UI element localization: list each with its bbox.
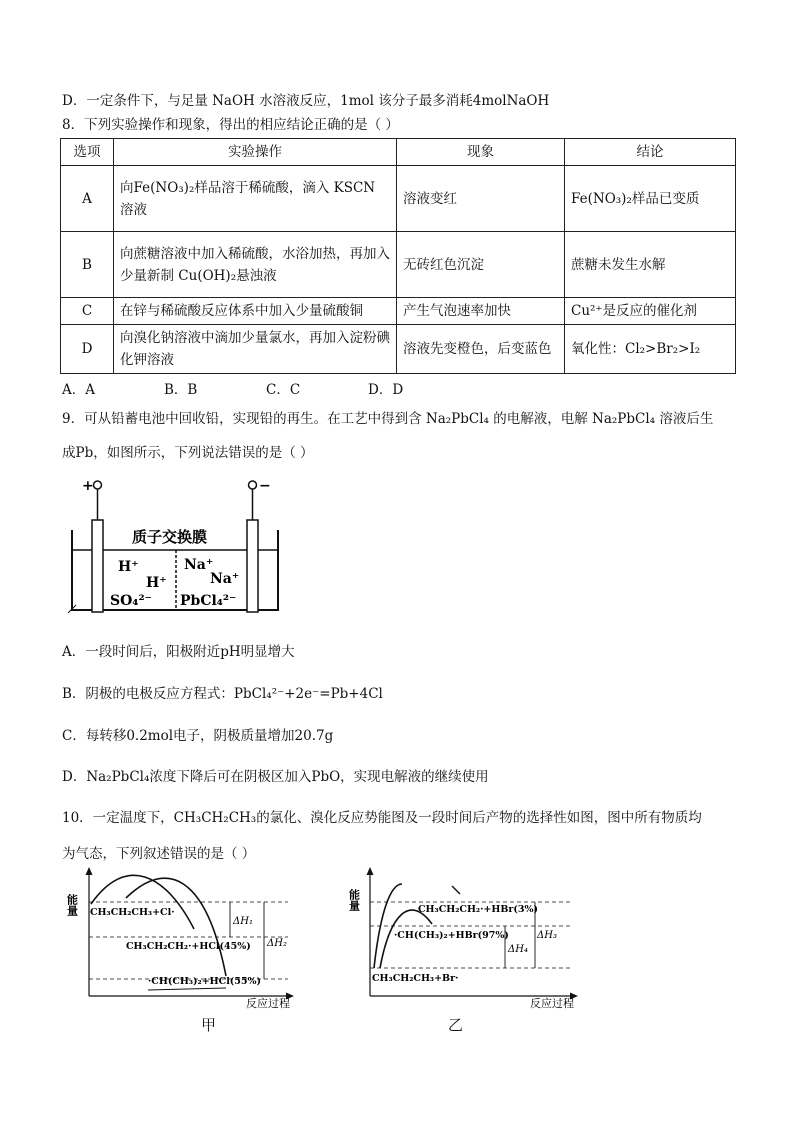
product2-label: ·CH(CH₃)₂+HCl(55%) bbox=[148, 976, 262, 987]
q8-table bbox=[60, 138, 736, 374]
anode-electrode bbox=[92, 520, 103, 612]
row-conclusion: 蔗糖未发生水解 bbox=[565, 232, 736, 298]
row-option: A bbox=[61, 166, 114, 232]
q9-option-b: B．阴极的电极反应方程式：PbCl₄²⁻+2e⁻=Pb+4Cl bbox=[62, 686, 383, 702]
row-phenomenon: 溶液变红 bbox=[397, 166, 565, 232]
ion-so4: SO₄²⁻ bbox=[110, 593, 152, 609]
electrolysis-cell-figure bbox=[60, 475, 290, 625]
cathode-electrode bbox=[247, 520, 258, 612]
row-phenomenon: 无砖红色沉淀 bbox=[397, 232, 565, 298]
reactant-label: CH₃CH₂CH₃+Cl· bbox=[90, 907, 175, 918]
table-row bbox=[61, 166, 736, 232]
ion-na1: Na⁺ bbox=[184, 557, 214, 573]
q9-stem-line2: 成Pb，如图所示，下列说法错误的是（ ） bbox=[62, 445, 314, 461]
table-row bbox=[61, 325, 736, 374]
header-option: 选项 bbox=[61, 139, 114, 166]
row-operation: 在锌与稀硫酸反应体系中加入少量硫酸铜 bbox=[114, 298, 397, 325]
row-conclusion: 氧化性：Cl₂>Br₂>I₂ bbox=[565, 325, 736, 374]
header-conclusion: 结论 bbox=[565, 139, 736, 166]
table-row bbox=[61, 232, 736, 298]
choice-b[interactable]: B．B bbox=[164, 382, 198, 398]
ion-pbcl4: PbCl₄²⁻ bbox=[180, 593, 237, 609]
ion-h2: H⁺ bbox=[146, 575, 167, 591]
x-axis-label: 反应过程 bbox=[246, 997, 290, 1010]
row-option: B bbox=[61, 232, 114, 298]
q10-stem-line2: 为气态，下列叙述错误的是（ ） bbox=[62, 846, 256, 862]
row-conclusion: Fe(NO₃)₂样品已变质 bbox=[565, 166, 736, 232]
row-phenomenon: 产生气泡速率加快 bbox=[397, 298, 565, 325]
energy-curve-2 bbox=[126, 878, 226, 976]
q9-option-d: D．Na₂PbCl₄浓度下降后可在阴极区加入PbO，实现电解液的继续使用 bbox=[62, 769, 489, 785]
choice-c[interactable]: C．C bbox=[266, 382, 301, 398]
dh4-label: ΔH₄ bbox=[508, 944, 528, 955]
table-row bbox=[61, 298, 736, 325]
choice-d[interactable]: D．D bbox=[368, 382, 404, 398]
energy-diagram-jia bbox=[66, 864, 306, 1009]
x-axis-label: 反应过程 bbox=[530, 997, 574, 1010]
dh3-label: ΔH₃ bbox=[537, 930, 557, 941]
dh1-label: ΔH₁ bbox=[233, 916, 253, 927]
row-option: D bbox=[61, 325, 114, 374]
q9-option-a: A．一段时间后，阳极附近pH明显增大 bbox=[62, 644, 295, 660]
cathode-terminal bbox=[249, 481, 257, 489]
ion-h1: H⁺ bbox=[118, 559, 139, 575]
row-conclusion: Cu²⁺是反应的催化剂 bbox=[565, 298, 736, 325]
q8-stem: 8．下列实验操作和现象，得出的相应结论正确的是（ ） bbox=[62, 117, 399, 133]
row-operation: 向蔗糖溶液中加入稀硫酸，水浴加热，再加入少量新制 Cu(OH)₂悬浊液 bbox=[114, 232, 397, 298]
choice-a[interactable]: A．A bbox=[62, 382, 95, 398]
q8-choices bbox=[62, 378, 470, 398]
anode-terminal bbox=[94, 481, 102, 489]
row-phenomenon: 溶液先变橙色，后变蓝色 bbox=[397, 325, 565, 374]
y-axis-label: 能量 bbox=[65, 894, 79, 916]
product1-label: CH₃CH₂CH₂·+HBr(3%) bbox=[418, 904, 538, 915]
ion-na2: Na⁺ bbox=[210, 571, 240, 587]
row-operation: 向Fe(NO₃)₂样品溶于稀硫酸，滴入 KSCN 溶液 bbox=[114, 166, 397, 232]
product2-label: ·CH(CH₃)₂+HBr(97%) bbox=[394, 930, 509, 941]
plus-sign: + bbox=[82, 478, 94, 494]
header-phenomenon: 现象 bbox=[397, 139, 565, 166]
header-operation: 实验操作 bbox=[114, 139, 397, 166]
q9-stem-line1: 9．可从铅蓄电池中回收铅，实现铅的再生。在工艺中得到含 Na₂PbCl₄ 的电解液，电解 Na₂PbCl₄ 溶液后生 bbox=[62, 411, 714, 427]
dh2-label: ΔH₂ bbox=[267, 938, 287, 949]
q10-stem-line1: 10．一定温度下，CH₃CH₂CH₃的氯化、溴化反应势能图及一段时间后产物的选择性如图，图中所有物质均 bbox=[62, 810, 702, 826]
q9-option-c: C．每转移0.2mol电子，阴极质量增加20.7g bbox=[62, 728, 334, 744]
reactant-label: CH₃CH₂CH₃+Br· bbox=[372, 973, 459, 984]
caption-yi: 乙 bbox=[448, 1016, 464, 1034]
minus-sign: − bbox=[259, 478, 271, 494]
caption-jia: 甲 bbox=[201, 1016, 217, 1034]
membrane-label: 质子交换膜 bbox=[132, 528, 208, 546]
row-option: C bbox=[61, 298, 114, 325]
energy-diagram-yi bbox=[347, 864, 590, 1010]
q7-option-d: D．一定条件下，与足量 NaOH 水溶液反应，1mol 该分子最多消耗4molNaOH bbox=[62, 93, 550, 109]
row-operation: 向溴化钠溶液中滴加少量氯水，再加入淀粉碘化钾溶液 bbox=[114, 325, 397, 374]
product1-label: CH₃CH₂CH₂·+HCl(45%) bbox=[126, 941, 251, 952]
y-axis-label: 能量 bbox=[347, 889, 361, 911]
table-header-row bbox=[61, 139, 736, 166]
